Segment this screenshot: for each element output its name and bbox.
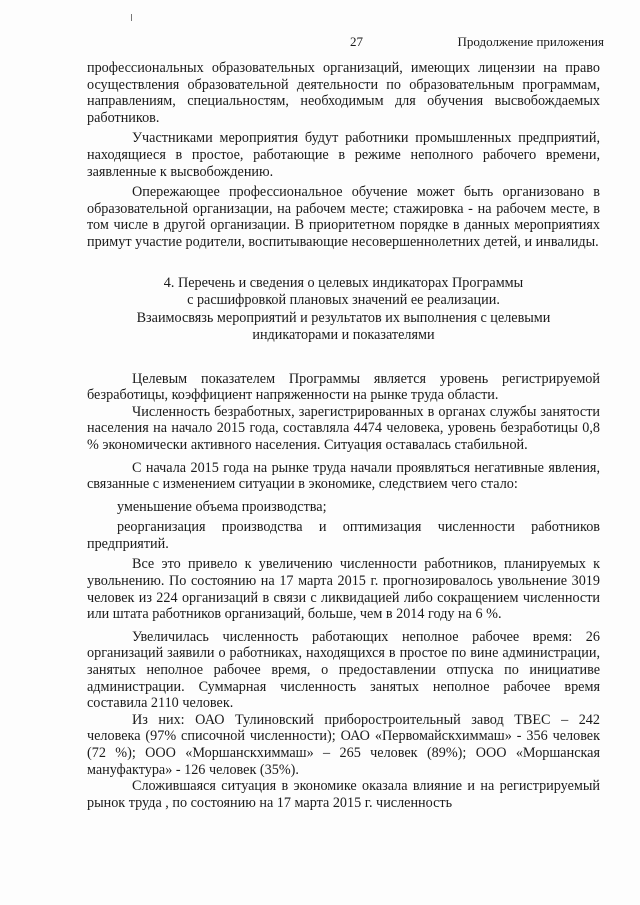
paragraph-labor-market: Сложившаяся ситуация в экономике оказала влияние и на регистрируемый рынок труда , по состоянию на 17 марта 2015 г. численность [87,778,600,811]
document-body [87,60,600,811]
section-heading-line: с расшифровкой плановых значений ее реализации. [187,292,500,309]
paragraph-target-indicator: Целевым показателем Программы является уровень регистрируемой безработицы, коэффициент напряженности на рынке труда области. [87,370,600,404]
list-item: реорганизация производства и оптимизация численности работников предприятий. [87,519,600,552]
page-header [0,34,640,52]
paragraph-enterprises: Из них: ОАО Тулиновский приборостроительный завод ТВЕС – 242 человека (97% списочной численности); ОАО «Первомайскхиммаш» - 356 человек (72 %); ООО «Моршанскхиммаш» – 265 человек (89%); ООО «Моршанская мануфактура» - 126 человек (35%). [87,711,600,778]
list-item: уменьшение объема производства; [117,498,327,515]
paragraph-participants: Участниками мероприятия будут работники промышленных предприятий, находящиеся в простое, работающие в режиме неполного рабочего времени, заявленные к высвобождению. [87,130,600,180]
section-heading-line: Взаимосвязь мероприятий и результатов их выполнения с целевыми [136,309,551,326]
paragraph-continuation: профессиональных образовательных организаций, имеющих лицензии на право осуществления образовательной деятельности по образовательным программам, направлениям, специальностям, необходимым для обучения высвобождаемых работников. [87,60,600,126]
scan-mark [131,14,132,21]
paragraph-advanced-training: Опережающее профессиональное обучение может быть организовано в образовательной организации, на рабочем месте; стажировка - на рабочем месте, в том числе в другой организации. В приоритетном порядке в данных мероприятиях примут участие родители, воспитывающие несовершеннолетних детей, и инвалиды. [87,184,600,250]
section-heading [87,275,600,345]
running-title: Продолжение приложения [457,34,604,49]
page-number: 27 [350,34,363,49]
paragraph-layoffs: Все это привело к увеличению численности работников, планируемых к увольнению. По состоянию на 17 марта 2015 г. прогнозировалось увольнение 3019 человек из 224 организаций в связи с ликвидацией либо сокращением численности или штата работников организаций, больше, чем в 2014 году на 6 %. [87,556,600,623]
paragraph-part-time: Увеличилась численность работающих неполное рабочее время: 26 организаций заявили о работниках, находящихся в простое по вине администрации, занятых неполное рабочее время, о предоставлении отпуска по инициативе администрации. Суммарная численность занятых неполное рабочее время составила 2110 человек. [87,628,600,712]
section-heading-line: 4. Перечень и сведения о целевых индикаторах Программы [163,274,524,291]
paragraph-unemployed-count: Численность безработных, зарегистрированных в органах службы занятости населения на начало 2015 года, составляла 4474 человека, уровень безработицы 0,8 % экономически активного населения. Ситуация оставалась стабильной. [87,403,600,453]
paragraph-negative-trends: С начала 2015 года на рынке труда начали проявляться негативные явления, связанные с изменением ситуации в экономике, следствием чего стало: [87,459,600,493]
section-heading-line: индикаторами и показателями [252,327,435,344]
